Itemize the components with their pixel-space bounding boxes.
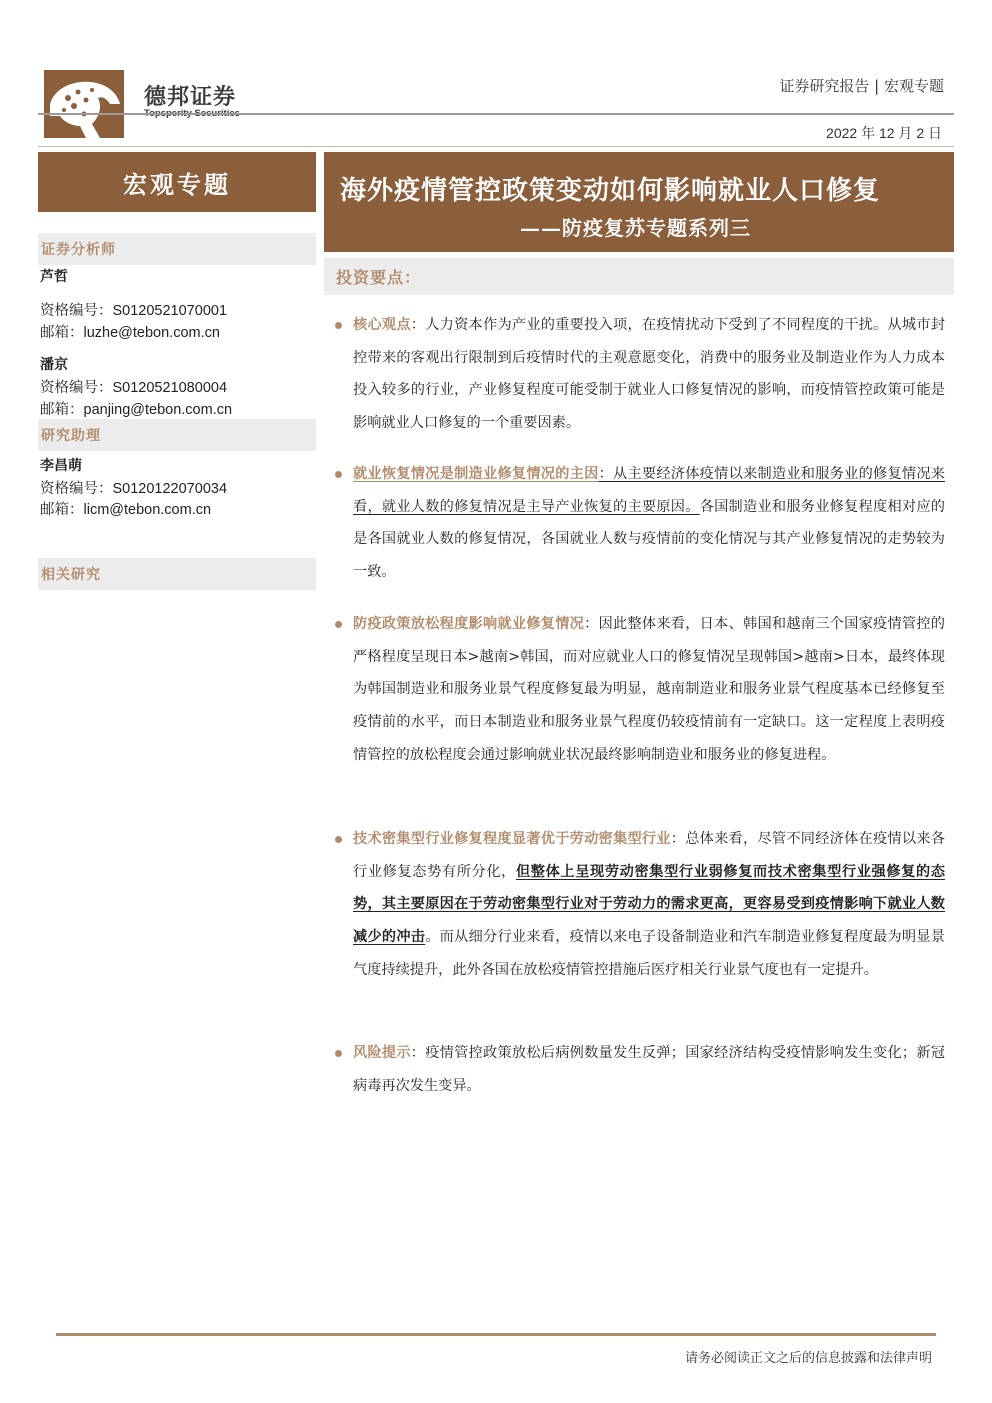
key-point-core-view: 核心观点：人力资本作为产业的重要投入项，在疫情扰动下受到了不同程度的干扰。从城市封控带来的客观出行限制到后疫情时代的主观意愿变化，消费中的服务业及制造业作为人力成本投入较多的行业，产业修复程度可能受制于就业人口修复情况的影响，而疫情管控政策可能是影响就业人口修复的一个重要因素。	[353, 309, 945, 440]
key-point-risk-warning: 风险提示：疫情管控政策放松后病例数量发生反弹；国家经济结构受疫情影响发生变化；新冠病毒再次发生变异。	[353, 1037, 945, 1102]
footer-divider	[56, 1333, 936, 1336]
key-points-heading: 投资要点：	[324, 258, 954, 295]
brand-logo	[44, 70, 124, 138]
report-type: 证券研究报告 | 宏观专题	[779, 77, 944, 95]
date-divider	[38, 146, 954, 147]
analyst-cert: 资格编号：S0120521080004	[40, 380, 228, 396]
leopard-logo-icon	[44, 70, 124, 138]
report-title: 海外疫情管控政策变动如何影响就业人口修复	[340, 176, 881, 206]
bullet-dot-icon	[335, 621, 342, 628]
header-divider	[38, 113, 954, 115]
category-banner: 宏观专题	[38, 152, 316, 212]
analyst-email[interactable]: 邮箱：panjing@tebon.com.cn	[40, 402, 233, 418]
analyst-email[interactable]: 邮箱：luzhe@tebon.com.cn	[40, 325, 220, 341]
key-point-employment-recovery: 就业恢复情况是制造业修复情况的主因：从主要经济体疫情以来制造业和服务业的修复情况来看，就业人数的修复情况是主导产业恢复的主要原因。各国制造业和服务业修复程度相对应的是各国就业人数的修复情况，各国就业人数与疫情前的变化情况与其产业修复情况的走势较为一致。	[353, 458, 945, 589]
brand-name-cn: 德邦证券	[144, 85, 237, 110]
analyst-heading: 证券分析师	[38, 233, 316, 265]
related-research-heading: 相关研究	[38, 558, 316, 590]
bullet-dot-icon	[335, 836, 342, 843]
assistant-name: 李昌萌	[40, 458, 82, 474]
report-date: 2022 年 12 月 2 日	[826, 125, 942, 141]
bullet-dot-icon	[335, 322, 342, 329]
assistant-email[interactable]: 邮箱：licm@tebon.com.cn	[40, 502, 212, 518]
bullet-dot-icon	[335, 471, 342, 478]
key-point-tech-vs-labor: 技术密集型行业修复程度显著优于劳动密集型行业：总体来看，尽管不同经济体在疫情以来各行业修复态势有所分化，但整体上呈现劳动密集型行业弱修复而技术密集型行业强修复的态势，其主要原因在于劳动密集型行业对于劳动力的需求更高，更容易受到疫情影响下就业人数减少的冲击。而从细分行业来看，疫情以来电子设备制造业和汽车制造业修复程度最为明显景气度持续提升，此外各国在放松疫情管控措施后医疗相关行业景气度也有一定提升。	[353, 823, 945, 987]
assistant-cert: 资格编号：S0120122070034	[40, 481, 228, 497]
bullet-dot-icon	[335, 1050, 342, 1057]
assistant-heading: 研究助理	[38, 419, 316, 451]
analyst-cert: 资格编号：S0120521070001	[40, 303, 228, 319]
report-subtitle: ——防疫复苏专题系列三	[520, 216, 751, 240]
analyst-name: 潘京	[40, 357, 68, 373]
analyst-name: 芦哲	[40, 269, 68, 285]
key-point-policy-easing: 防疫政策放松程度影响就业修复情况：因此整体来看，日本、韩国和越南三个国家疫情管控的严格程度呈现日本>越南>韩国，而对应就业人口的修复情况呈现韩国>越南>日本，最终体现为韩国制造业和服务业景气程度修复最为明显，越南制造业和服务业景气程度基本已经修复至疫情前的水平，而日本制造业和服务业景气程度仍较疫情前有一定缺口。这一定程度上表明疫情管控的放松程度会通过影响就业状况最终影响制造业和服务业的修复进程。	[353, 608, 945, 772]
report-title-box	[324, 152, 954, 252]
legal-disclaimer: 请务必阅读正文之后的信息披露和法律声明	[684, 1351, 932, 1366]
